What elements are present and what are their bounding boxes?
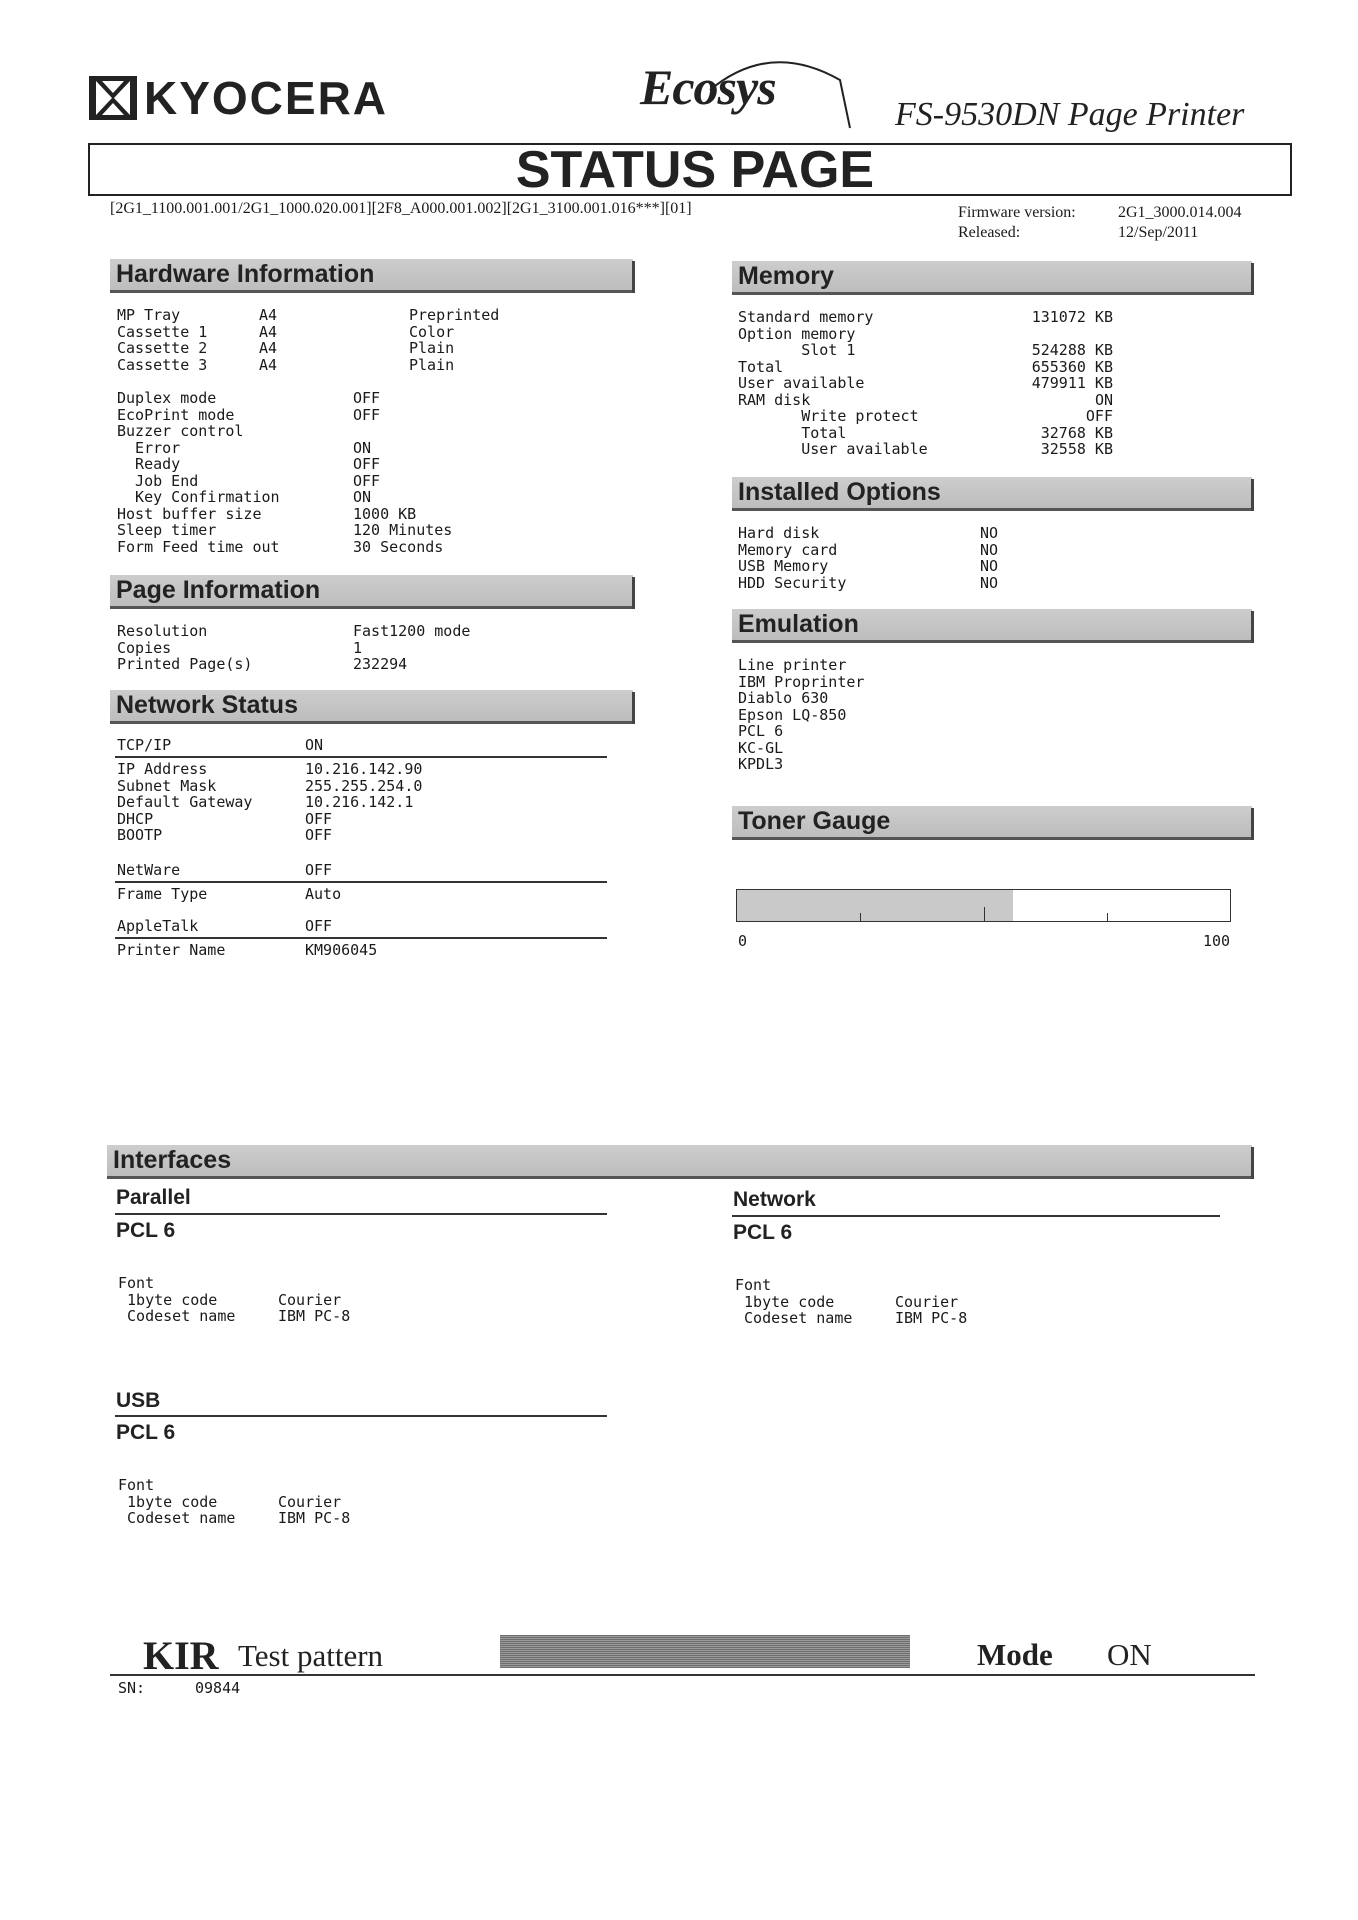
section-page-information: Page Information (110, 575, 633, 609)
memory-row: User available 32558 KB (738, 440, 1113, 458)
emulation-item: Line printer (738, 656, 847, 674)
netware-value: OFF (305, 861, 333, 879)
kyocera-mark-icon (88, 75, 138, 121)
tray-row: Cassette 2 A4 Plain (117, 339, 455, 357)
page-title: STATUS PAGE (515, 141, 875, 199)
netware-label: NetWare (117, 861, 181, 879)
memory-row: Option memory (738, 324, 856, 343)
font-code-row: 1byte code Courier (118, 1492, 342, 1511)
emulation-list (738, 657, 864, 773)
memory-row: Write protect OFF (738, 407, 1113, 425)
toner-min-label: 0 (738, 932, 748, 950)
interface-parallel-title: Parallel (116, 1186, 191, 1209)
setting-row: EcoPrint mode OFF (117, 405, 381, 424)
page-info-row: Copies 1 (117, 638, 363, 657)
setting-row: Buzzer control (117, 422, 244, 440)
firmware-value: 2G1_3000.014.004 (1118, 204, 1242, 221)
network-row: BOOTP OFF (117, 826, 333, 844)
printer-name-label: Printer Name (117, 941, 226, 959)
frame-type-value: Auto (305, 885, 342, 903)
setting-row: Error ON (117, 438, 372, 457)
mode-value: ON (1107, 1637, 1152, 1672)
divider (115, 881, 607, 883)
option-row: HDD Security NO (738, 573, 999, 592)
section-installed-options: Installed Options (732, 477, 1252, 511)
released-value: 12/Sep/2011 (1118, 224, 1199, 241)
frame-type-label: Frame Type (117, 885, 208, 903)
printer-model: FS-9530DN Page Printer (895, 96, 1245, 133)
page-info-row: Resolution Fast1200 mode (117, 622, 471, 640)
released-label: Released: (958, 224, 1021, 241)
divider (115, 1213, 607, 1215)
interface-usb-font (118, 1477, 418, 1527)
font-label: Font (118, 1274, 155, 1292)
network-row: Default Gateway 10.216.142.1 (117, 793, 414, 811)
section-hardware: Hardware Information (110, 259, 633, 293)
gauge-tick (984, 907, 985, 921)
memory-row: Total 655360 KB (738, 357, 1113, 376)
tcpip-label: TCP/IP (117, 736, 172, 754)
interface-parallel-pdl: PCL 6 (116, 1219, 176, 1242)
memory-row: Slot 1 524288 KB (738, 341, 1113, 359)
emulation-item: KPDL3 (738, 755, 784, 773)
memory-row: Total 32768 KB (738, 423, 1113, 442)
emulation-item: PCL 6 (738, 722, 784, 740)
mode-label: Mode (977, 1637, 1053, 1672)
toner-level-fill (737, 890, 1013, 921)
tray-row: MP Tray A4 Preprinted (117, 306, 500, 324)
interface-network-font (735, 1277, 1035, 1327)
emulation-item: IBM Proprinter (738, 672, 865, 691)
setting-row: Job End OFF (117, 471, 381, 490)
network-row: Subnet Mask 255.255.254.0 (117, 776, 423, 795)
serial-value: 09844 (195, 1679, 241, 1697)
tcpip-value: ON (305, 736, 324, 754)
kir-test-pattern (500, 1635, 910, 1668)
interface-parallel-font (118, 1275, 418, 1325)
divider (115, 937, 607, 939)
firmware-string: [2G1_1100.001.001/2G1_1000.020.001][2F8_A000.001.002][2G1_3100.001.016***][01] (110, 200, 692, 217)
font-codeset-row: Codeset name IBM PC-8 (118, 1509, 351, 1527)
divider (110, 1674, 1255, 1676)
page-info-list (117, 623, 517, 673)
setting-row: Sleep timer 120 Minutes (117, 521, 453, 539)
interface-network-title: Network (733, 1188, 816, 1211)
font-label: Font (735, 1276, 772, 1294)
gauge-tick (1107, 913, 1108, 921)
section-interfaces: Interfaces (107, 1145, 1252, 1179)
emulation-item: Epson LQ-850 (738, 705, 847, 724)
section-memory: Memory (732, 261, 1252, 295)
font-codeset-row: Codeset name IBM PC-8 (118, 1307, 351, 1325)
kir-label: KIR (143, 1633, 219, 1678)
setting-row: Ready OFF (117, 455, 381, 473)
network-list (117, 761, 517, 844)
appletalk-value: OFF (305, 917, 333, 935)
section-network-status: Network Status (110, 690, 633, 724)
font-label: Font (118, 1476, 155, 1494)
page-info-row: Printed Page(s) 232294 (117, 655, 408, 673)
printer-name-value: KM906045 (305, 941, 378, 959)
section-emulation: Emulation (732, 609, 1252, 643)
serial-label: SN: (118, 1679, 146, 1697)
emulation-item: Diablo 630 (738, 689, 829, 707)
gauge-tick (860, 913, 861, 921)
network-row: DHCP OFF (117, 809, 333, 828)
font-code-row: 1byte code Courier (735, 1292, 959, 1311)
interface-usb-pdl: PCL 6 (116, 1421, 176, 1444)
memory-row: Standard memory 131072 KB (738, 308, 1113, 326)
kyocera-logo (88, 68, 388, 128)
setting-row: Duplex mode OFF (117, 389, 381, 407)
hardware-settings (117, 390, 517, 555)
tray-row: Cassette 1 A4 Color (117, 322, 455, 341)
tray-list (117, 306, 500, 374)
interface-usb-title: USB (116, 1389, 161, 1412)
toner-max-label: 100 (1203, 932, 1231, 950)
option-row: Hard disk NO (738, 524, 999, 542)
appletalk-label: AppleTalk (117, 917, 199, 935)
tray-row: Cassette 3 A4 Plain (117, 355, 455, 374)
section-toner-gauge: Toner Gauge (732, 806, 1252, 840)
ecosys-logo: Ecosys (640, 59, 776, 115)
setting-row: Form Feed time out 30 Seconds (117, 537, 444, 556)
interface-network-pdl: PCL 6 (733, 1221, 793, 1244)
firmware-label: Firmware version: (958, 204, 1076, 221)
setting-row: Host buffer size 1000 KB (117, 504, 417, 523)
divider (115, 756, 607, 758)
option-row: Memory card NO (738, 540, 999, 559)
brand-name: KYOCERA (144, 72, 389, 124)
font-codeset-row: Codeset name IBM PC-8 (735, 1309, 968, 1327)
memory-row: RAM disk ON (738, 390, 1113, 409)
memory-row: User available 479911 KB (738, 374, 1113, 392)
options-list (738, 525, 1038, 591)
emulation-item: KC-GL (738, 738, 784, 757)
divider (732, 1215, 1220, 1217)
network-row: IP Address 10.216.142.90 (117, 760, 423, 778)
font-code-row: 1byte code Courier (118, 1290, 342, 1309)
divider (115, 1415, 607, 1417)
toner-gauge-bar (736, 889, 1231, 922)
test-pattern-label: Test pattern (238, 1638, 384, 1673)
memory-list (738, 309, 1113, 458)
setting-row: Key Confirmation ON (117, 488, 372, 506)
option-row: USB Memory NO (738, 557, 999, 575)
